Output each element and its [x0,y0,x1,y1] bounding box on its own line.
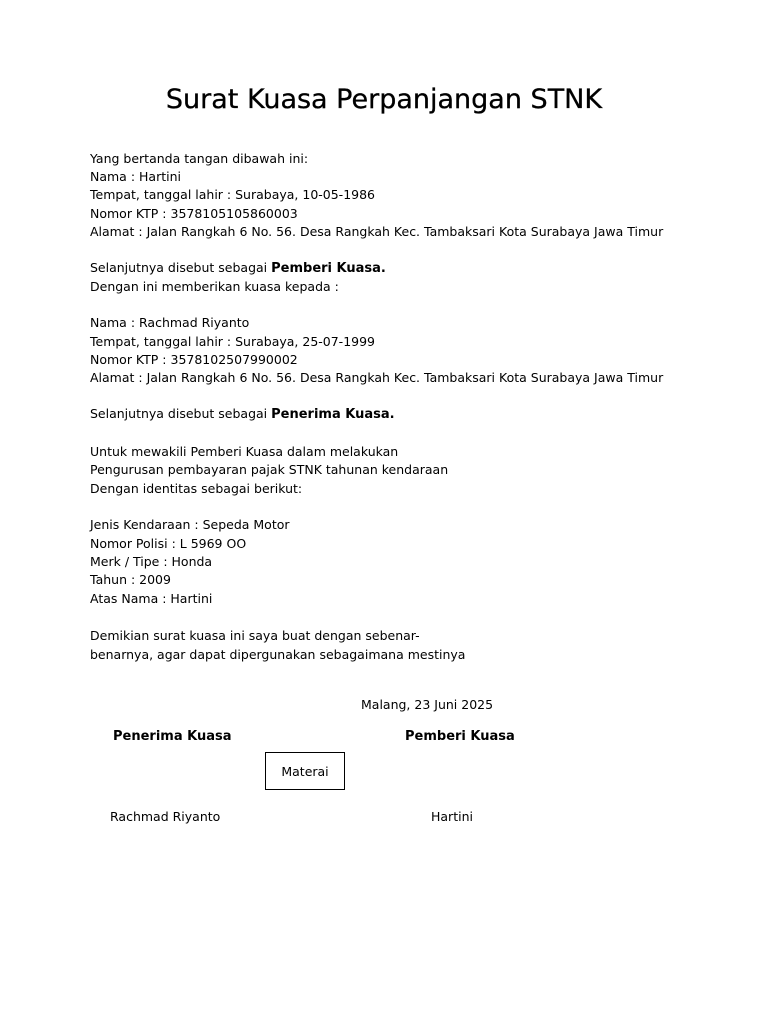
giver-reference-label: Pemberi Kuasa. [271,261,386,276]
giver-name-line: Nama : Hartini [90,169,181,184]
giver-address-line: Alamat : Jalan Rangkah 6 No. 56. Desa Rangkah Kec. Tambaksari Kota Surabaya Jawa Timur [90,224,664,239]
vehicle-year-line: Tahun : 2009 [90,572,171,587]
grant-line: Dengan ini memberikan kuasa kepada : [90,279,339,294]
closing-line-2: benarnya, agar dapat dipergunakan sebagaimana mestinya [90,647,466,662]
receiver-name-line: Nama : Rachmad Riyanto [90,315,250,330]
closing-line-1: Demikian surat kuasa ini saya buat dengan sebenar- [90,628,420,643]
receiver-reference-line [90,405,395,424]
place-date: Malang, 23 Juni 2025 [361,697,494,712]
receiver-birth-line: Tempat, tanggal lahir : Surabaya, 25-07-1999 [90,334,376,349]
receiver-signature-name: Rachmad Riyanto [110,809,221,824]
receiver-address-line: Alamat : Jalan Rangkah 6 No. 56. Desa Rangkah Kec. Tambaksari Kota Surabaya Jawa Timur [90,370,664,385]
intro-line: Yang bertanda tangan dibawah ini: [90,151,309,166]
giver-signature-label: Pemberi Kuasa [405,729,515,744]
vehicle-plate-line: Nomor Polisi : L 5969 OO [90,536,247,551]
receiver-ktp-line: Nomor KTP : 3578102507990002 [90,352,298,367]
materai-stamp-box [265,752,345,790]
receiver-signature-label: Penerima Kuasa [113,729,232,744]
vehicle-brand-line: Merk / Tipe : Honda [90,554,213,569]
giver-reference-prefix: Selanjutnya disebut sebagai [90,260,272,275]
document-title: Surat Kuasa Perpanjangan STNK [165,84,603,115]
giver-reference-line [90,259,386,278]
giver-ktp-line: Nomor KTP : 3578105105860003 [90,206,298,221]
receiver-reference-label: Penerima Kuasa. [271,407,395,422]
vehicle-type-line: Jenis Kendaraan : Sepeda Motor [90,517,290,532]
giver-birth-line: Tempat, tanggal lahir : Surabaya, 10-05-1986 [90,187,376,202]
purpose-line-1: Untuk mewakili Pemberi Kuasa dalam melakukan [90,444,399,459]
receiver-reference-prefix: Selanjutnya disebut sebagai [90,406,272,421]
materai-label: Materai [281,763,329,779]
vehicle-owner-line: Atas Nama : Hartini [90,591,213,606]
purpose-line-3: Dengan identitas sebagai berikut: [90,481,303,496]
purpose-line-2: Pengurusan pembayaran pajak STNK tahunan kendaraan [90,462,449,477]
giver-signature-name: Hartini [431,809,473,824]
